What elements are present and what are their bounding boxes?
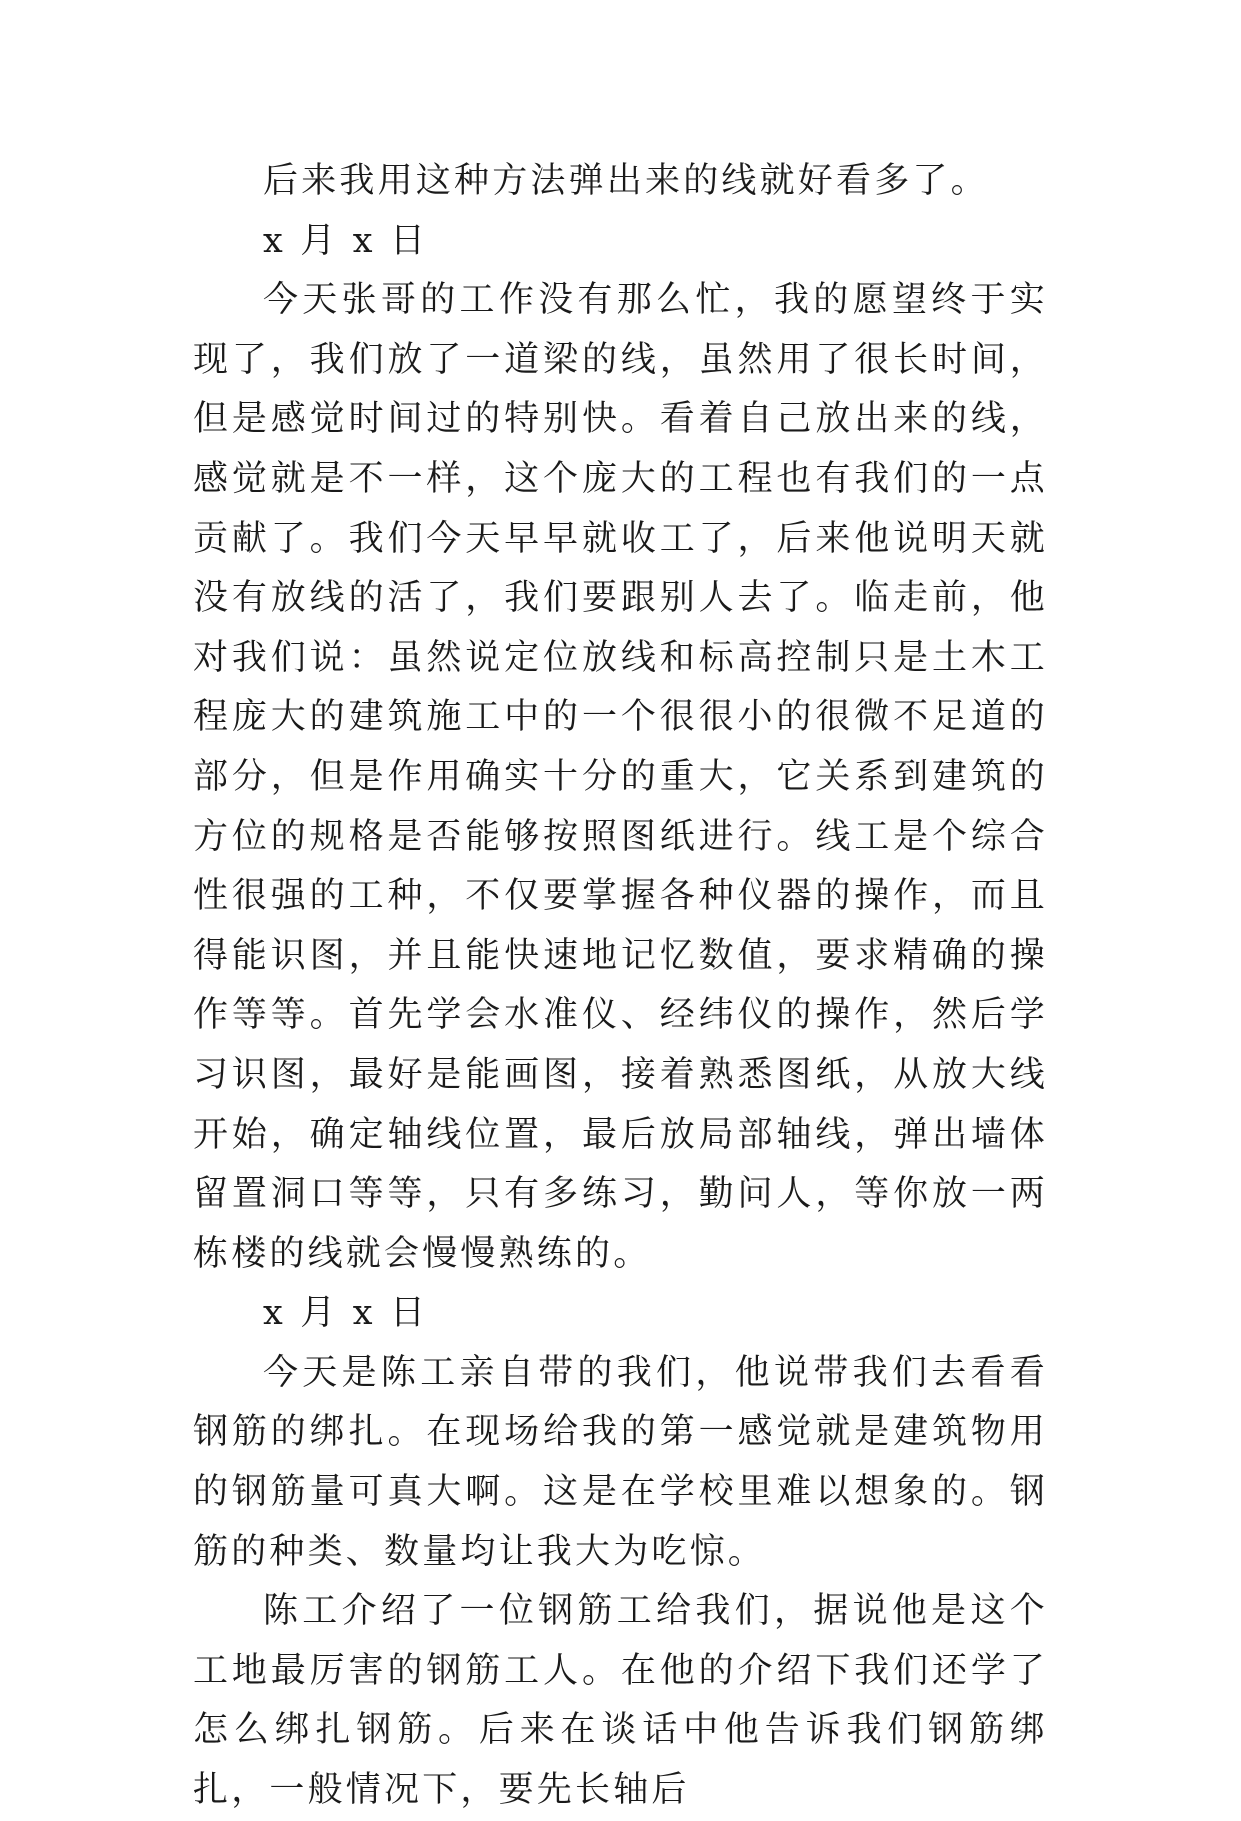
paragraph: 今天张哥的工作没有那么忙，我的愿望终于实现了，我们放了一道梁的线，虽然用了很长时间，但是感觉时间过的特别快。看着自己放出来的线，感觉就是不一样，这个庞大的工程也有我们的一点贡献了。我们今天早早就收工了，后来他说明天就没有放线的活了，我们要跟别人去了。临走前，他对我们说：虽然说定位放线和标高控制只是土木工程庞大的建筑施工中的一个很很小的很微不足道的部分，但是作用确实十分的重大，它关系到建筑的方位的规格是否能够按照图纸进行。线工是个综合性很强的工种，不仅要掌握各种仪器的操作，而且得能识图，并且能快速地记忆数值，要求精确的操作等等。首先学会水准仪、经纬仪的操作，然后学习识图，最好是能画图，接着熟悉图纸，从放大线开始，确定轴线位置，最后放局部轴线，弹出墙体留置洞口等等，只有多练习，勤问人，等你放一两栋楼的线就会慢慢熟练的。 [193, 280, 1048, 1274]
paragraph: 今天是陈工亲自带的我们，他说带我们去看看钢筋的绑扎。在现场给我的第一感觉就是建筑物用的钢筋量可真大啊。这是在学校里难以想象的。钢筋的种类、数量均让我大为吃惊。 [193, 1352, 1048, 1572]
paragraph: 陈工介绍了一位钢筋工给我们，据说他是这个工地最厉害的钢筋工人。在他的介绍下我们还学了怎么绑扎钢筋。后来在谈话中他告诉我们钢筋绑扎，一般情况下，要先长轴后 [193, 1591, 1048, 1811]
date-heading: x 月 x 日 [263, 1293, 429, 1334]
paragraph: 后来我用这种方法弹出来的线就好看多了。 [263, 161, 989, 201]
document-body [193, 152, 1048, 1821]
date-heading: x 月 x 日 [263, 220, 429, 261]
